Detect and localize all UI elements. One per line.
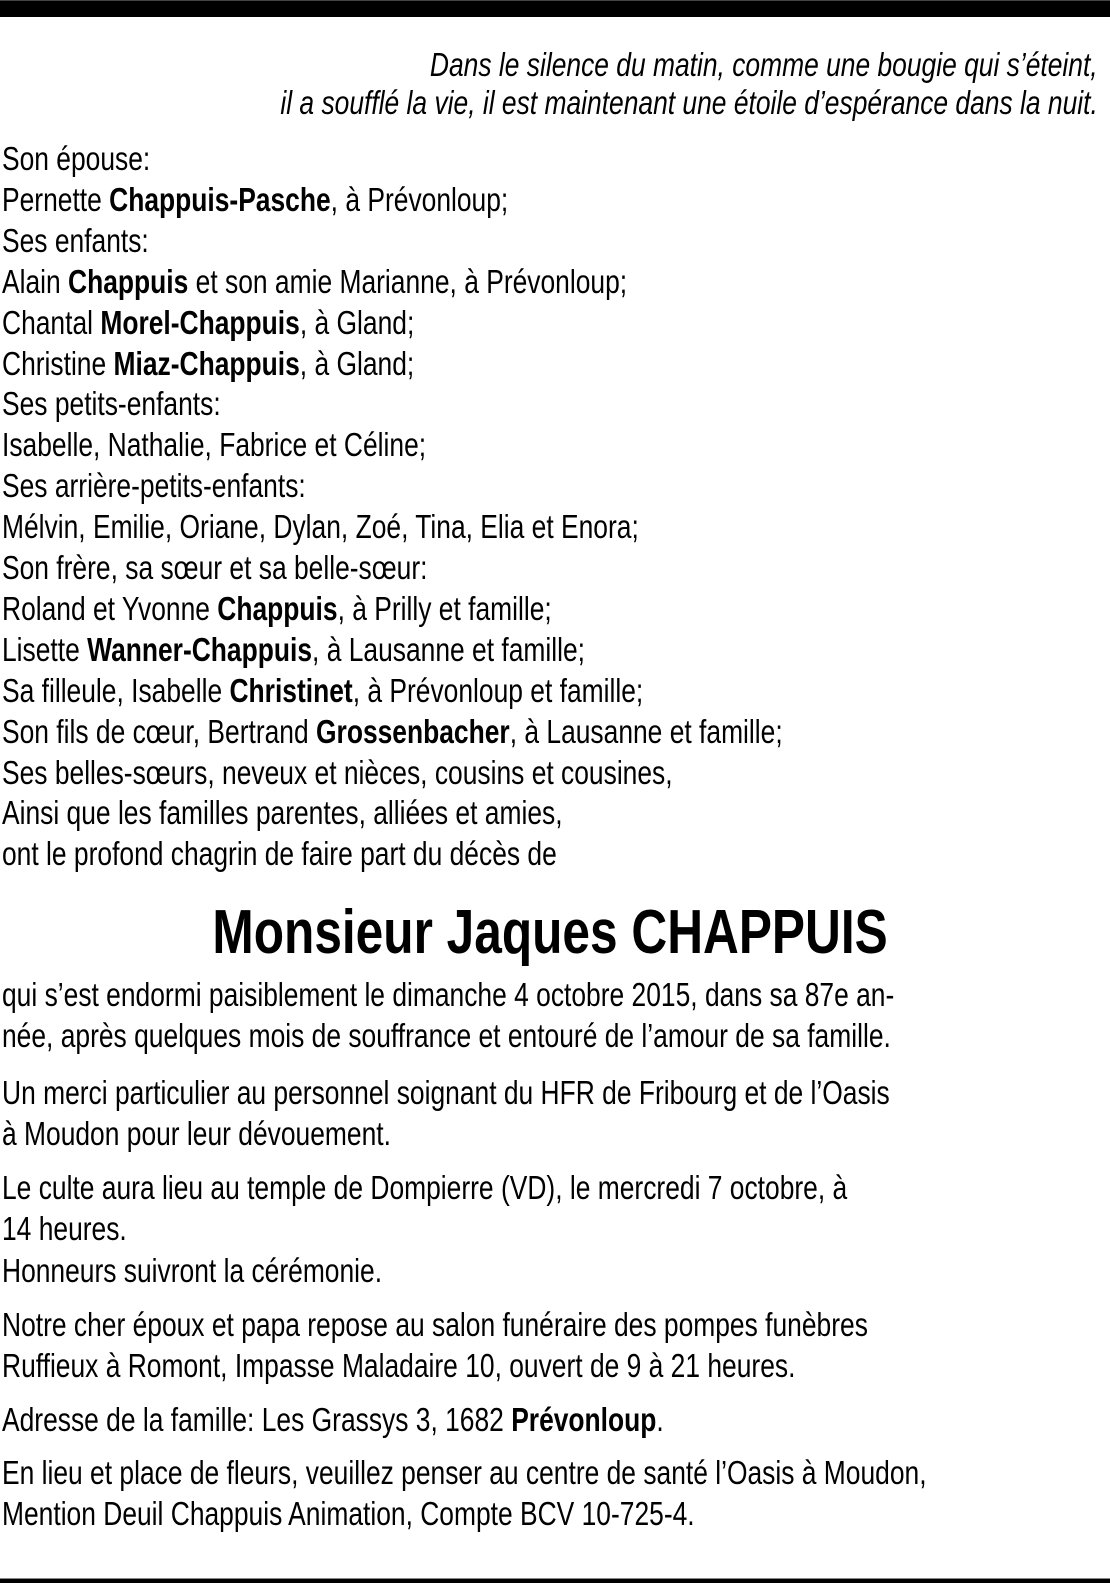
- text: Ses petits-enfants:: [2, 385, 221, 423]
- text: Ses belles-sœurs, neveux et nièces, cousins et cousines,: [2, 753, 673, 791]
- text: Notre cher époux et papa repose au salon funéraire des pompes funèbres: [2, 1306, 868, 1343]
- text: qui s’est endormi paisiblement le dimanche 4 octobre 2015, dans sa 87e an-: [2, 976, 895, 1013]
- text: Mélvin, Emilie, Oriane, Dylan, Zoé, Tina, Elia et Enora;: [2, 508, 639, 546]
- family-line: [2, 424, 426, 465]
- surname: Morel-Chappuis: [100, 303, 300, 341]
- text: Un merci particulier au personnel soignant du HFR de Fribourg et de l’Oasis: [2, 1074, 890, 1111]
- family-line: [2, 383, 221, 424]
- deceased-name-text: Monsieur Jaques CHAPPUIS: [212, 898, 888, 967]
- text: Lisette: [2, 630, 88, 668]
- text: Le culte aura lieu au temple de Dompierre (VD), le mercredi 7 octobre, à: [2, 1169, 848, 1206]
- text: Roland et Yvonne: [2, 589, 218, 627]
- family-line: [2, 261, 627, 302]
- text: , à Prévonloup et famille;: [352, 671, 644, 709]
- family-line: [2, 588, 552, 629]
- body-line: [2, 1345, 795, 1386]
- body-line: [2, 1072, 890, 1113]
- epigraph-line-1: Dans le silence du matin, comme une bougie qui s’éteint,: [430, 46, 1098, 83]
- text: , à Prévonloup;: [330, 180, 509, 218]
- surname: Prévonloup: [511, 1401, 657, 1438]
- text: Pernette: [2, 180, 110, 218]
- text: Ruffieux à Romont, Impasse Maladaire 10, ouvert de 9 à 21 heures.: [2, 1347, 796, 1384]
- surname: Grossenbacher: [316, 712, 510, 750]
- text: née, après quelques mois de souffrance et entouré de l’amour de sa famille.: [2, 1017, 891, 1054]
- text: Isabelle, Nathalie, Fabrice et Céline;: [2, 426, 427, 464]
- body-line: [2, 1208, 127, 1249]
- family-line: [2, 179, 508, 220]
- text: .: [656, 1401, 664, 1438]
- family-line: [2, 752, 673, 793]
- text: Sa filleule, Isabelle: [2, 671, 230, 709]
- text: En lieu et place de fleurs, veuillez penser au centre de santé l’Oasis à Moudon,: [2, 1454, 927, 1491]
- text: Ses arrière-petits-enfants:: [2, 467, 306, 505]
- text: Adresse de la famille: Les Grassys 3, 1682: [2, 1401, 512, 1438]
- family-line: [2, 302, 414, 343]
- body-line: [2, 1250, 382, 1291]
- text: Ses enfants:: [2, 221, 149, 259]
- text: à Moudon pour leur dévouement.: [2, 1115, 391, 1152]
- epigraph-line-2: il a soufflé la vie, il est maintenant une étoile d’espérance dans la nuit.: [280, 84, 1098, 121]
- family-line: [2, 711, 783, 752]
- bottom-rule: [0, 1578, 1110, 1583]
- body-line: [2, 1452, 927, 1493]
- family-line: [2, 343, 414, 384]
- body-line: [2, 1304, 868, 1345]
- family-line: [2, 220, 149, 261]
- family-line: [2, 629, 585, 670]
- surname: Miaz-Chappuis: [113, 344, 300, 382]
- text: Mention Deuil Chappuis Animation, Compte BCV 10-725-4.: [2, 1495, 695, 1532]
- text: 14 heures.: [2, 1210, 127, 1247]
- top-rule: [0, 0, 1110, 17]
- surname: Chappuis: [68, 262, 189, 300]
- text: , à Gland;: [299, 303, 415, 341]
- surname: Wanner-Chappuis: [87, 630, 313, 668]
- family-line: [2, 465, 306, 506]
- text: Son épouse:: [2, 140, 151, 177]
- text: , à Lausanne et famille;: [312, 630, 585, 668]
- family-line: [2, 547, 427, 588]
- body-line: [2, 1015, 891, 1056]
- surname: Christinet: [229, 671, 353, 709]
- surname: Chappuis: [217, 589, 338, 627]
- body-line: [2, 1167, 847, 1208]
- text: , à Gland;: [299, 344, 415, 382]
- body-line: [2, 974, 894, 1015]
- surname: Chappuis-Pasche: [109, 180, 331, 218]
- text: Honneurs suivront la cérémonie.: [2, 1252, 383, 1289]
- text: , à Prilly et famille;: [337, 589, 552, 627]
- text: Chantal: [2, 303, 101, 341]
- family-line: [2, 670, 643, 711]
- text: Son fils de cœur, Bertrand: [2, 712, 317, 750]
- text: , à Lausanne et famille;: [509, 712, 783, 750]
- family-line: [2, 833, 557, 874]
- text: Son frère, sa sœur et sa belle-sœur:: [2, 549, 428, 586]
- text: Ainsi que les familles parentes, alliées et amies,: [2, 794, 563, 832]
- text: et son amie Marianne, à Prévonloup;: [188, 262, 628, 300]
- text: Alain: [2, 262, 69, 300]
- body-line: [2, 1493, 695, 1534]
- family-line: [2, 792, 563, 833]
- family-line: [2, 138, 150, 179]
- family-line: [2, 506, 639, 547]
- text: Christine: [2, 344, 114, 382]
- body-line: [2, 1399, 664, 1440]
- text: ont le profond chagrin de faire part du décès de: [2, 835, 557, 873]
- deceased-name: [0, 898, 1100, 968]
- body-line: [2, 1113, 391, 1154]
